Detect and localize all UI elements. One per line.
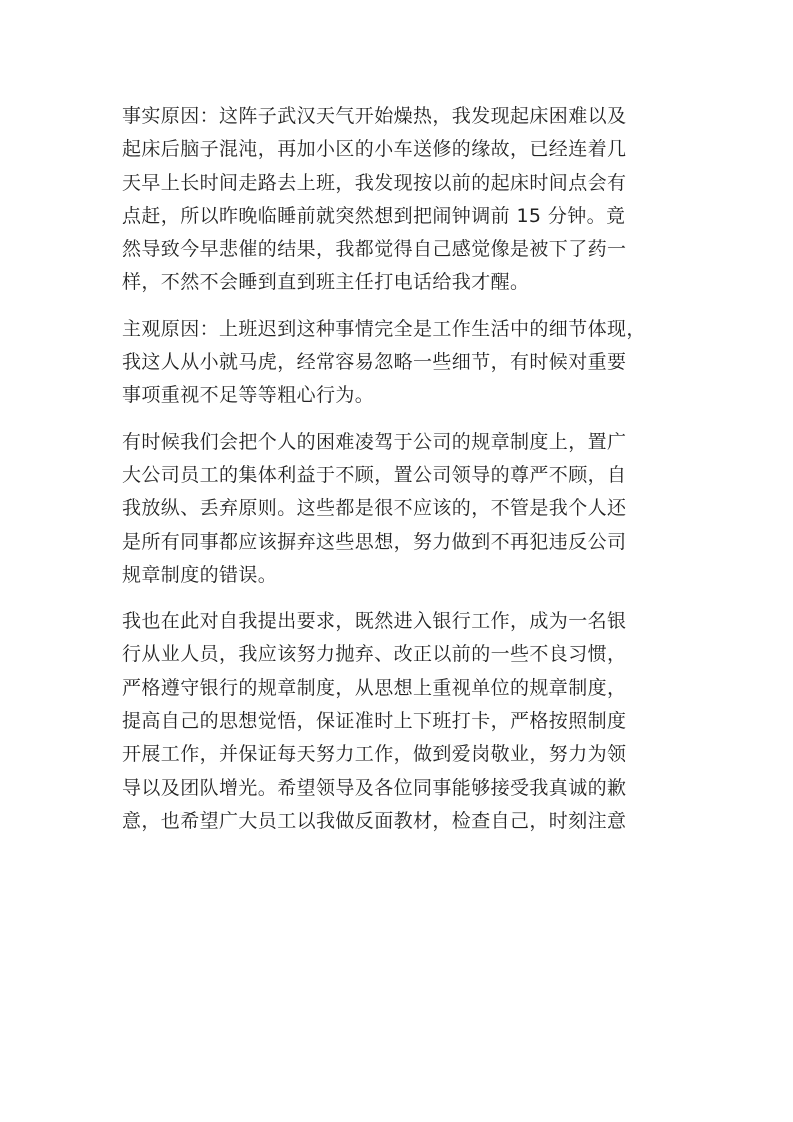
paragraph-reflection: 有时候我们会把个人的困难凌驾于公司的规章制度上，置广 大公司员工的集体利益于不顾，置公司领导的尊严不顾，自 我放纵、丢弃原则。这些都是很不应该的，不管是我个人还 是所有同事都应该摒弃这些思想，努力做到不再犯违反公司 规章制度的错误。 (122, 430, 627, 586)
paragraph-commitment: 我也在此对自我提出要求，既然进入银行工作，成为一名银 行从业人员，我应该努力抛弃、改正以前的一些不良习惯， 严格遵守银行的规章制度，从思想上重视单位的规章制度， 提高自己的思想觉悟，保证准时上下班打卡，严格按照制度 开展工作，并保证每天努力工作，做到爱岗敬业，努力为领 导以及团队增光。希望领导及各位同事能够接受我真诚的歉 意，也希望广大员工以我做反面教材，检查自己，时刻注意 (122, 610, 627, 832)
paragraph-subjective-reasons: 主观原因：上班迟到这种事情完全是工作生活中的细节体现， 我这人从小就马虎，经常容易忽略一些细节，有时候对重要 事项重视不足等等粗心行为。 (122, 317, 646, 407)
document-body (122, 100, 682, 851)
paragraph-objective-reasons: 事实原因：这阵子武汉天气开始燥热，我发现起床困难以及 起床后脑子混沌，再加小区的小车送修的缘故，已经连着几 天早上长时间走路去上班，我发现按以前的起床时间点会有 点赶，所以昨晚临睡前就突然想到把闹钟调前 15 分钟。竟 然导致今早悲催的结果，我都觉得自己感觉像是被下了药一 样，不然不会睡到直到班主任打电话给我才醒。 (122, 105, 627, 294)
